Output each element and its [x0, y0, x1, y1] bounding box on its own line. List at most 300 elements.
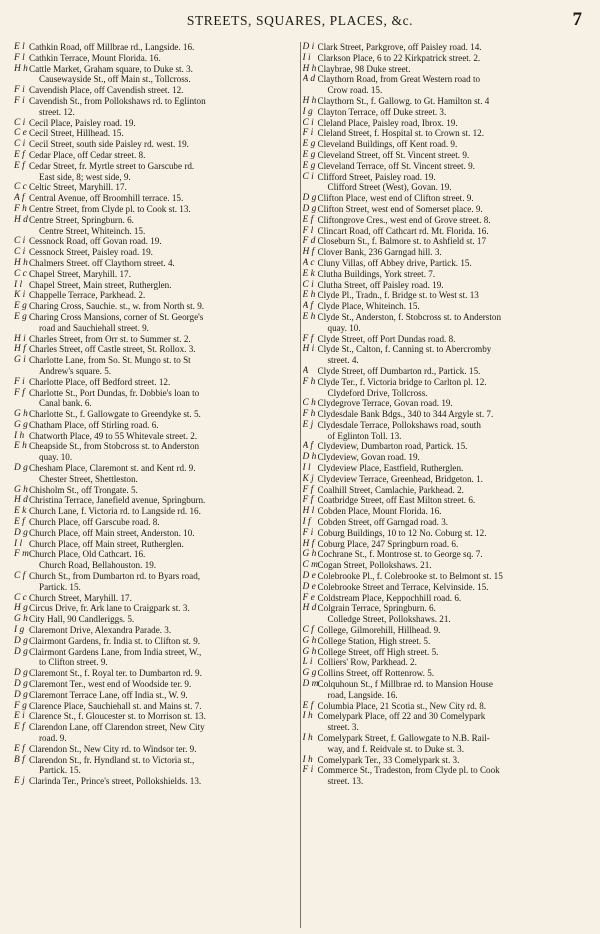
directory-entry	[14, 614, 298, 625]
street-entry-text: to Clifton street. 9.	[39, 657, 108, 668]
street-entry-text: Clark Street, Parkgrove, off Paisley road. 14.	[317, 42, 482, 52]
directory-entry	[14, 128, 298, 139]
directory-entry	[14, 603, 298, 614]
street-entry-text: Cavendish St., from Pollokshaws rd. to Eglinton	[29, 95, 206, 106]
directory-entry	[14, 452, 298, 463]
street-entry-text: Chatham Place, off Stirling road. 6.	[29, 419, 159, 430]
directory-entry	[303, 139, 587, 150]
street-entry-text: road, Langside. 16.	[327, 689, 398, 700]
street-entry-text: Cleveland Street, off St. Vincent street. 9.	[317, 149, 470, 160]
directory-entry	[14, 172, 298, 183]
map-reference: E g	[302, 160, 316, 171]
street-entry-text: road. 9.	[39, 733, 67, 743]
street-entry-text: Clydeview Place, Eastfield, Rutherglen.	[317, 463, 464, 474]
directory-columns	[14, 42, 586, 928]
map-reference: I l	[14, 279, 23, 290]
directory-entry	[14, 398, 298, 409]
street-entry-text: Cluny Villas, off Abbey drive, Partick. 15.	[317, 257, 472, 268]
street-entry-text: Clairmont Gardens, fr. India st. to Clifton st. 9.	[29, 635, 201, 646]
directory-entry	[14, 690, 298, 701]
street-entry-text: Christina Terrace, Janefield avenue, Springburn.	[29, 495, 206, 506]
map-reference: I i	[302, 52, 311, 63]
map-reference: B f	[14, 754, 25, 765]
directory-entry	[14, 485, 298, 496]
map-reference: H l	[302, 506, 315, 517]
street-entry-text: Cleveland Terrace, off St. Vincent street. 9.	[317, 160, 475, 171]
map-reference: D e	[302, 571, 316, 582]
directory-entry	[14, 377, 298, 388]
directory-entry	[303, 74, 587, 85]
map-reference: F h	[14, 203, 27, 214]
street-entry-text: street. 12.	[39, 106, 75, 117]
map-reference: F h	[302, 409, 316, 420]
street-entry-text: Collins Street, off Rottenrow. 5.	[317, 668, 435, 679]
directory-entry	[303, 301, 587, 312]
street-entry-text: Claremont St., f. Royal ter. to Dumbarton rd. 9.	[29, 668, 202, 679]
directory-entry	[14, 506, 298, 517]
directory-entry	[14, 247, 298, 258]
street-entry-text: Church Place, off Garscube road. 8.	[29, 517, 160, 528]
map-reference: H g	[14, 603, 28, 614]
map-reference: E h	[302, 290, 316, 301]
directory-entry	[14, 409, 298, 420]
street-entry-text: Clyde St., Anderston, f. Stobcross st. to Anderston	[317, 311, 502, 322]
map-reference: D g	[14, 635, 28, 646]
directory-entry	[14, 711, 298, 722]
directory-entry	[303, 182, 587, 193]
map-reference: F f	[302, 333, 314, 344]
directory-entry	[303, 334, 587, 345]
map-reference: E k	[302, 268, 315, 279]
directory-entry	[14, 161, 298, 172]
street-entry-text: Clyde Place, Whiteinch. 15.	[317, 301, 420, 312]
street-entry-text: College Street, off High street. 5.	[317, 646, 439, 657]
directory-entry	[14, 582, 298, 593]
street-entry-text: quay. 10.	[327, 322, 361, 333]
street-entry-text: Centre Street, Whiteinch. 15.	[39, 225, 146, 236]
directory-entry	[303, 560, 587, 571]
directory-entry	[14, 722, 298, 733]
street-entry-text: street. 3.	[327, 722, 359, 733]
directory-entry	[303, 258, 587, 269]
street-entry-text: Clarinda Ter., Prince's street, Pollokshields. 13.	[29, 776, 202, 787]
street-entry-text: Coburg Place, 247 Springburn road. 6.	[317, 538, 459, 549]
street-entry-text: Claremont Ter., west end of Woodside ter. 9.	[29, 679, 192, 690]
directory-entry	[14, 441, 298, 452]
map-reference: H f	[14, 344, 26, 355]
map-reference: E f	[14, 160, 25, 171]
directory-entry	[303, 64, 587, 75]
street-entry-text: Colebrooke Pl., f. Colebrooke st. to Belmont st. 15	[317, 571, 503, 582]
directory-entry	[14, 463, 298, 474]
map-reference: C c	[14, 182, 27, 193]
street-entry-text: Claremont Terrace Lane, off India st., W. 9.	[29, 689, 188, 700]
directory-entry	[14, 420, 298, 431]
directory-entry	[303, 85, 587, 96]
directory-entry	[303, 474, 587, 485]
street-entry-text: Church Road, Bellahouston. 19.	[39, 560, 157, 571]
directory-entry	[14, 215, 298, 226]
directory-entry	[14, 301, 298, 312]
map-reference: D g	[14, 646, 28, 657]
street-entry-text: Cobden Place, Mount Florida. 16.	[317, 506, 442, 517]
street-entry-text: Cessnock Road, off Govan road. 19.	[29, 236, 162, 247]
directory-entry	[303, 517, 587, 528]
directory-entry	[14, 625, 298, 636]
map-reference: F g	[14, 700, 27, 711]
street-entry-text: Church Place, Old Cathcart. 16.	[29, 549, 146, 560]
street-entry-text: way, and f. Reidvale st. to Duke st. 3.	[327, 743, 465, 754]
map-reference: E h	[302, 311, 316, 322]
street-entry-text: Partick. 15.	[39, 581, 81, 592]
street-entry-text: Claybrae, 98 Duke street.	[317, 63, 411, 74]
street-entry-text: Celtic Street, Maryhill. 17.	[29, 182, 127, 193]
street-entry-text: Clifton Place, west end of Clifton street. 9.	[317, 193, 474, 204]
street-entry-text: Coburg Buildings, 10 to 12 No. Coburg st. 12.	[317, 527, 487, 538]
map-reference: F m	[14, 549, 29, 560]
directory-entry	[14, 118, 298, 129]
directory-entry	[303, 247, 587, 258]
map-reference: A c	[302, 257, 315, 268]
street-entry-text: Colledge Street, Pollokshaws. 21.	[327, 614, 451, 625]
street-entry-text: Clarendon St., fr. Hyndland st. to Victoria st.,	[29, 754, 195, 765]
street-entry-text: Charing Cross Mansions, corner of St. George's	[29, 311, 204, 322]
street-entry-text: Clyde St., Calton, f. Canning st. to Abercromby	[317, 344, 492, 355]
map-reference: D i	[302, 42, 315, 52]
map-reference: E j	[14, 776, 25, 787]
map-reference: C i	[302, 171, 314, 182]
map-reference: C e	[14, 128, 27, 139]
directory-entry	[14, 53, 298, 64]
street-entry-text: Cobden Street, off Garngad road. 3.	[317, 517, 449, 528]
street-entry-text: Claremont Drive, Alexandra Parade. 3.	[29, 625, 172, 636]
street-entry-text: Clarendon St., New City rd. to Windsor ter. 9.	[29, 743, 197, 754]
map-reference: D m	[302, 679, 319, 690]
street-entry-text: Colquhoun St., f Millbrae rd. to Mansion House	[317, 679, 493, 690]
street-entry-text: Clayton Terrace, off Duke street. 3.	[317, 106, 447, 117]
map-reference: D g	[14, 668, 28, 679]
street-entry-text: Colgrain Terrace, Springburn. 6.	[317, 603, 436, 614]
map-reference: D g	[14, 689, 28, 700]
directory-entry	[14, 366, 298, 377]
directory-entry	[303, 755, 587, 766]
map-reference: I f	[302, 517, 311, 528]
street-entry-text: Clydeview, Govan road. 19.	[317, 452, 420, 463]
street-entry-text: Clairmont Gardens Lane, from India street, W.,	[29, 646, 202, 657]
directory-entry	[303, 172, 587, 183]
street-entry-text: Claythorn Road, from Great Western road to	[317, 74, 481, 85]
directory-entry	[303, 128, 587, 139]
street-entry-text: College Station, High street. 5.	[317, 635, 431, 646]
map-reference: E g	[14, 311, 27, 322]
directory-entry	[303, 528, 587, 539]
directory-entry	[303, 452, 587, 463]
map-reference: L i	[302, 657, 313, 668]
directory-entry	[14, 701, 298, 712]
map-reference: C i	[302, 117, 314, 128]
street-entry-text: Comelypark Place, off 22 and 30 Comelypark	[317, 711, 486, 722]
street-entry-text: Cathkin Terrace, Mount Florida. 16.	[29, 52, 161, 63]
map-reference: C c	[14, 268, 27, 279]
street-entry-text: Comelypark Ter., 33 Comelypark st. 3.	[317, 754, 460, 765]
street-entry-text: Charlotte St., Port Dundas, fr. Dobbie's loan to	[29, 387, 200, 398]
map-reference: F f	[14, 387, 25, 398]
directory-entry	[14, 107, 298, 118]
map-reference: H h	[302, 95, 317, 106]
street-entry-text: Comelypark Street, f. Gallowgate to N.B. Rail-	[317, 733, 490, 743]
map-reference: A f	[302, 441, 314, 452]
map-reference: F l	[302, 225, 314, 236]
map-reference: F f	[302, 495, 314, 506]
map-reference: E k	[14, 506, 27, 517]
street-entry-text: Cecil Place, Paisley road. 19.	[29, 117, 136, 128]
directory-entry	[14, 744, 298, 755]
directory-entry	[303, 711, 587, 722]
map-reference: G h	[302, 646, 317, 657]
directory-entry	[303, 96, 587, 107]
directory-entry	[14, 96, 298, 107]
map-reference: G h	[14, 409, 28, 420]
street-entry-text: Closeburn St., f. Balmore st. to Ashfield st. 17	[317, 236, 487, 247]
directory-entry	[14, 150, 298, 161]
street-entry-text: street. 13.	[327, 776, 364, 787]
map-reference: A d	[302, 74, 316, 85]
map-reference: G h	[14, 614, 28, 625]
directory-entry	[14, 236, 298, 247]
street-entry-text: Charles Street, from Orr st. to Summer st. 2.	[29, 333, 191, 344]
directory-entry	[303, 409, 587, 420]
map-reference: I g	[14, 625, 25, 636]
map-reference: G h	[302, 635, 317, 646]
map-reference: F i	[302, 527, 314, 538]
map-reference: E f	[302, 700, 314, 711]
map-reference: F i	[14, 376, 25, 387]
street-entry-text: Andrew's square. 5.	[39, 365, 112, 376]
map-reference: E f	[14, 722, 25, 733]
directory-entry	[14, 474, 298, 485]
street-entry-text: Chappelle Terrace, Parkhead. 2.	[29, 290, 146, 301]
directory-entry	[303, 679, 587, 690]
street-entry-text: Church Place, off Main street, Anderston. 10.	[29, 527, 195, 538]
directory-entry	[303, 193, 587, 204]
street-entry-text: Clifton Street, west end of Somerset place. 9.	[317, 203, 483, 214]
street-entry-text: Clutha Buildings, York street. 7.	[317, 268, 436, 279]
street-entry-text: Chapel Street, Maryhill. 17.	[29, 268, 131, 279]
street-entry-text: Clydesdale Bank Bdgs., 340 to 344 Argyle st. 7.	[317, 409, 494, 420]
street-entry-text: Cessnock Street, Paisley road. 19.	[29, 247, 153, 258]
map-reference: E f	[14, 517, 25, 528]
map-reference: A	[302, 365, 309, 376]
map-reference: F d	[302, 236, 316, 247]
directory-entry	[14, 193, 298, 204]
map-reference: I h	[14, 430, 25, 441]
street-entry-text: Centre Street, from Clyde pl. to Cook st. 13.	[29, 203, 191, 214]
street-entry-text: Cavendish Place, off Cavendish street. 12.	[29, 85, 184, 96]
directory-entry	[303, 485, 587, 496]
map-reference: G i	[14, 355, 26, 366]
map-reference: D h	[302, 452, 317, 463]
directory-entry	[14, 636, 298, 647]
street-entry-text: Clincart Road, off Cathcart rd. Mt. Florida. 16.	[317, 225, 489, 236]
street-entry-text: Cogan Street, Pollokshaws. 21.	[317, 560, 432, 571]
street-entry-text: Claythorn St., f. Gallowg. to Gt. Hamilton st. 4	[317, 95, 490, 106]
street-entry-text: Clifford Street, Paisley road. 19.	[317, 171, 436, 182]
directory-entry	[303, 344, 587, 355]
map-reference: G h	[14, 484, 28, 495]
directory-entry	[303, 377, 587, 388]
street-entry-text: Cochrane St., f. Montrose st. to George sq. 7.	[317, 549, 483, 560]
street-entry-text: Chester Street, Shettleston.	[39, 473, 138, 484]
map-reference: I h	[302, 733, 313, 743]
map-reference: E g	[14, 301, 27, 312]
page-number: 7	[572, 9, 582, 30]
directory-entry	[14, 42, 298, 53]
map-reference: F i	[14, 95, 25, 106]
street-entry-text: Chatworth Place, 49 to 55 Whitevale street. 2.	[29, 430, 198, 441]
map-reference: I h	[302, 754, 313, 765]
street-entry-text: Church Place, off Main street, Rutherglen.	[29, 538, 184, 549]
directory-entry	[14, 528, 298, 539]
street-entry-text: of Eglinton Toll. 13.	[327, 430, 402, 441]
map-reference: H f	[302, 247, 315, 258]
map-reference: E f	[302, 214, 314, 225]
map-reference: E h	[14, 441, 27, 452]
map-reference: G g	[302, 668, 317, 679]
street-entry-text: Clarence St., f. Gloucester st. to Morrison st. 13.	[29, 711, 206, 722]
directory-entry	[14, 323, 298, 334]
street-entry-text: College, Gilmorehill, Hillhead. 9.	[317, 625, 441, 636]
directory-entry	[14, 182, 298, 193]
directory-entry	[14, 733, 298, 744]
street-entry-text: Clyde Ter., f. Victoria bridge to Carlton pl. 12.	[317, 376, 487, 387]
street-entry-text: Central Avenue, off Broomhill terrace. 15.	[29, 193, 184, 204]
map-reference: A f	[14, 193, 25, 204]
map-reference: H d	[302, 603, 317, 614]
street-entry-text: Clarendon Lane, off Clarendon street, New City	[29, 722, 205, 733]
directory-entry	[14, 755, 298, 766]
directory-entry	[303, 668, 587, 679]
directory-entry	[303, 690, 587, 701]
map-reference: F e	[302, 592, 315, 603]
map-reference: G g	[14, 419, 28, 430]
directory-entry	[303, 355, 587, 366]
street-entry-text: Cheapside St., from Stobcross st. to Anderston	[29, 441, 200, 452]
map-reference: H h	[302, 63, 317, 74]
street-entry-text: Columbia Place, 21 Scotia st., New City rd. 8.	[317, 700, 487, 711]
street-entry-text: Charlotte Lane, from So. St. Mungo st. to St	[29, 355, 191, 366]
directory-entry	[303, 657, 587, 668]
map-reference: K j	[302, 473, 314, 484]
map-reference: I l	[302, 463, 311, 474]
directory-entry	[14, 560, 298, 571]
street-entry-text: Clydeview Terrace, Greenhead, Bridgeton. 1.	[317, 473, 483, 484]
street-entry-text: Clydegrove Terrace, Govan road. 19.	[317, 398, 453, 409]
directory-entry	[303, 506, 587, 517]
map-reference: C i	[302, 279, 314, 290]
street-entry-text: Coalhill Street, Camlachie, Parkhead. 2.	[317, 484, 464, 495]
street-entry-text: East side, 8; west side, 9.	[39, 171, 131, 182]
street-entry-text: Cecil Street, south side Paisley rd. west. 19.	[29, 139, 189, 150]
map-reference: C i	[14, 117, 26, 128]
map-reference: E l	[14, 42, 25, 52]
map-reference: D g	[14, 463, 28, 474]
directory-entry	[14, 139, 298, 150]
map-reference: D g	[14, 679, 28, 690]
directory-entry	[14, 280, 298, 291]
map-reference: C m	[302, 560, 318, 571]
directory-entry	[303, 441, 587, 452]
map-reference: E f	[14, 149, 25, 160]
map-reference: E i	[14, 711, 25, 722]
directory-entry	[303, 647, 587, 658]
street-entry-text: Clarence Place, Sauchiehall st. and Mains st. 7.	[29, 700, 202, 711]
directory-entry	[14, 334, 298, 345]
street-entry-text: Charles Street, off Castle street, St. Rollox. 3.	[29, 344, 196, 355]
directory-entry	[303, 776, 587, 787]
directory-entry	[303, 582, 587, 593]
directory-entry	[303, 269, 587, 280]
directory-entry	[14, 657, 298, 668]
street-entry-text: Clutha Street, off Paisley road. 19.	[317, 279, 444, 290]
directory-entry	[14, 344, 298, 355]
street-entry-text: Cathkin Road, off Millbrae rd., Langside. 16.	[29, 42, 195, 52]
street-entry-text: Clydeview, Dumbarton road, Partick. 15.	[317, 441, 468, 452]
street-entry-text: Clyde Street, off Port Dundas road. 8.	[317, 333, 456, 344]
directory-entry	[14, 258, 298, 269]
map-reference: C i	[14, 236, 26, 247]
map-reference: F f	[302, 484, 314, 495]
map-reference: F l	[14, 52, 25, 63]
directory-entry	[303, 366, 587, 377]
street-entry-text: Chalmers Street. off Claythorn street. 4.	[29, 257, 175, 268]
map-reference: E g	[302, 149, 316, 160]
map-reference: A f	[302, 301, 314, 312]
street-entry-text: Cliftongrove Cres., west end of Grove street. 8.	[317, 214, 491, 225]
street-entry-text: Centre Street, Springburn. 6.	[29, 214, 134, 225]
street-entry-text: Clyde Pl., Tradn., f. Bridge st. to West st. 13	[317, 290, 479, 301]
page-header	[14, 10, 586, 36]
directory-entry	[14, 312, 298, 323]
map-reference: E j	[302, 419, 314, 430]
directory-entry	[14, 64, 298, 75]
directory-entry	[303, 118, 587, 129]
street-entry-text: Cedar Street, fr. Myrtle street to Garscube rd.	[29, 160, 195, 171]
map-reference: F h	[302, 376, 316, 387]
directory-entry	[303, 420, 587, 431]
street-entry-text: Colliers' Row, Parkhead. 2.	[317, 657, 417, 668]
map-reference: C h	[302, 398, 316, 409]
map-reference: I l	[14, 538, 23, 549]
left-column	[14, 42, 298, 928]
map-reference: I h	[302, 711, 313, 722]
map-reference: H d	[14, 214, 28, 225]
directory-entry	[303, 161, 587, 172]
street-entry-text: Cleland Street, f. Hospital st. to Crown st. 12.	[317, 128, 485, 139]
street-entry-text: Charlotte St., f. Gallowgate to Greendyke st. 5.	[29, 409, 201, 420]
street-entry-text: Colebrooke Street and Terrace, Kelvinside. 15.	[317, 581, 489, 592]
map-reference: G h	[302, 549, 317, 560]
directory-entry	[303, 765, 587, 776]
street-entry-text: Circus Drive, fr. Ark lane to Craigpark st. 3.	[29, 603, 190, 614]
directory-entry	[303, 701, 587, 712]
directory-entry	[14, 517, 298, 528]
map-reference: H d	[14, 495, 28, 506]
directory-entry	[14, 549, 298, 560]
directory-entry	[303, 42, 587, 53]
directory-entry	[14, 226, 298, 237]
map-reference: D g	[302, 193, 317, 204]
directory-entry	[14, 539, 298, 550]
